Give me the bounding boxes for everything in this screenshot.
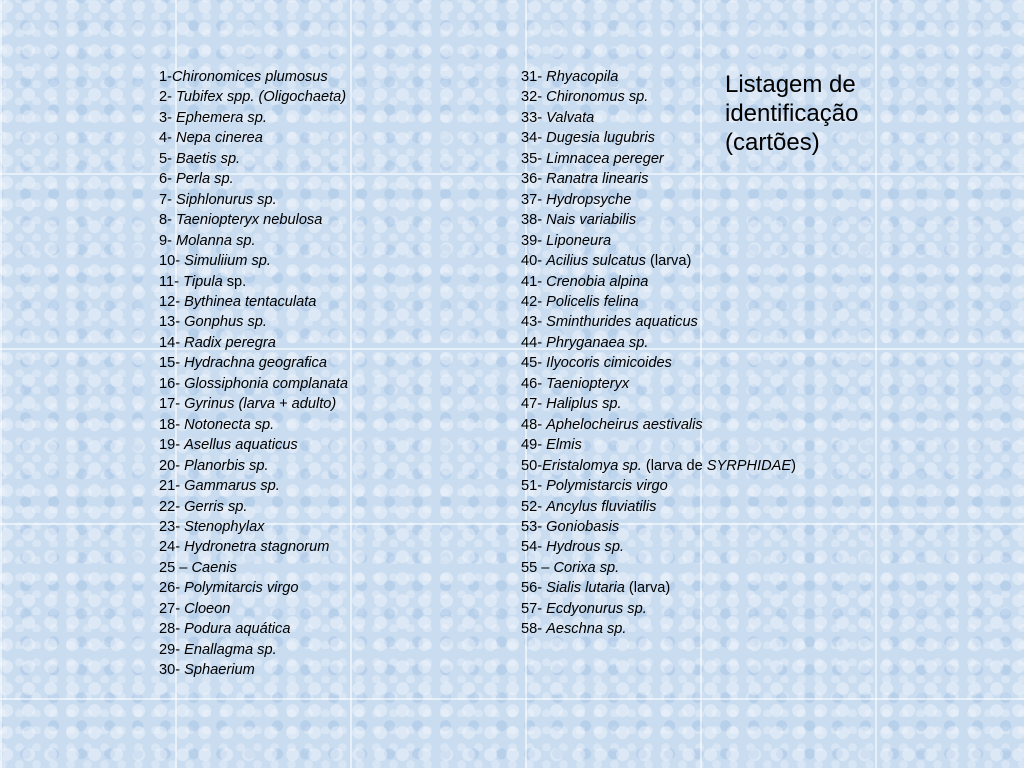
species-list-item <box>521 169 796 189</box>
item-number: 14- <box>159 334 185 351</box>
item-number: 28- <box>159 621 185 638</box>
title-line-3: (cartões) <box>725 129 820 156</box>
species-name: Valvata <box>546 109 595 126</box>
species-list-item <box>159 333 348 353</box>
species-list-item <box>521 435 796 455</box>
species-family: SYRPHIDAE <box>706 457 792 474</box>
item-number: 29- <box>159 641 185 658</box>
species-list-item <box>521 517 796 537</box>
item-number: 40- <box>521 253 547 270</box>
item-number: 38- <box>521 212 547 229</box>
species-list-item <box>159 272 348 292</box>
item-number: 35- <box>521 150 547 167</box>
item-number: 46- <box>521 375 547 392</box>
species-list-item <box>159 312 348 332</box>
species-list-item <box>159 599 348 619</box>
species-list-item <box>521 231 796 251</box>
species-name: Haliplus sp. <box>546 396 622 413</box>
item-note: (larva) <box>645 253 692 270</box>
species-list-item <box>521 558 796 578</box>
species-list-item <box>521 67 796 87</box>
item-number: 57- <box>521 600 547 617</box>
title-line-1: Listagem de <box>725 71 856 98</box>
species-name: Siphlonurus sp. <box>176 191 277 208</box>
species-name: Acilius sulcatus <box>546 253 646 270</box>
species-list-item <box>159 640 348 660</box>
species-name: Enallagma sp. <box>184 641 277 658</box>
species-name: Crenobia alpina <box>546 273 649 290</box>
species-list-item <box>521 272 796 292</box>
species-name: Nepa cinerea <box>176 130 263 147</box>
item-number: 25 – <box>159 559 192 576</box>
item-number: 9- <box>159 232 177 249</box>
species-name: Limnacea pereger <box>546 150 664 167</box>
species-list-item <box>159 169 348 189</box>
species-list-item <box>521 190 796 210</box>
species-name: Polymistarcis virgo <box>546 478 668 495</box>
species-name: Ranatra linearis <box>546 171 649 188</box>
species-list-item <box>521 374 796 394</box>
species-name: Phryganaea sp. <box>546 334 649 351</box>
species-list-item <box>521 537 796 557</box>
species-list-item <box>521 619 796 639</box>
species-list-item <box>521 149 796 169</box>
species-list-item <box>159 353 348 373</box>
item-number: 7- <box>159 191 177 208</box>
item-number: 1- <box>159 69 172 85</box>
species-name: Gerris sp. <box>184 498 248 515</box>
item-number: 2- <box>159 89 177 106</box>
species-list-item <box>521 312 796 332</box>
species-name: Policelis felina <box>546 293 639 310</box>
species-list-item <box>159 149 348 169</box>
species-name: Liponeura <box>546 232 612 249</box>
species-list-item <box>159 497 348 517</box>
item-number: 56- <box>521 580 547 597</box>
species-name: Sialis lutaria <box>546 580 625 597</box>
item-number: 49- <box>521 437 547 454</box>
species-list-item <box>159 456 348 476</box>
species-name: Glossiphonia complanata <box>184 375 349 392</box>
species-name: Sphaerium <box>184 662 255 679</box>
species-list-item <box>521 578 796 598</box>
item-number: 34- <box>521 130 547 147</box>
species-list-item <box>159 394 348 414</box>
species-name: Hydronetra stagnorum <box>184 539 330 556</box>
species-list-item <box>159 231 348 251</box>
species-list-item <box>521 497 796 517</box>
species-name: Podura aquática <box>184 621 291 638</box>
species-name: Ephemera sp. <box>176 109 267 126</box>
item-number: 10- <box>159 253 185 270</box>
species-name: Chironomus sp. <box>546 89 649 106</box>
item-number: 45- <box>521 355 547 372</box>
species-list-item <box>521 415 796 435</box>
item-number: 41- <box>521 273 547 290</box>
species-name: Baetis sp. <box>176 150 241 167</box>
item-number: 58- <box>521 621 547 638</box>
species-list-item <box>521 292 796 312</box>
species-name: Ecdyonurus sp. <box>546 600 647 617</box>
species-list-item <box>159 210 348 230</box>
species-name: Gyrinus (larva + adulto) <box>184 396 337 413</box>
item-number: 13- <box>159 314 185 331</box>
species-list-item <box>521 394 796 414</box>
species-list-item <box>159 87 348 107</box>
species-list-item <box>159 660 348 680</box>
species-name: Taeniopteryx <box>546 375 630 392</box>
species-name: Hydrous sp. <box>546 539 625 556</box>
species-list-item <box>159 578 348 598</box>
species-list-item <box>521 251 796 271</box>
item-number: 47- <box>521 396 547 413</box>
species-list-item <box>521 333 796 353</box>
species-name: Ilyocoris cimicoides <box>546 355 672 372</box>
species-list-item <box>159 67 348 87</box>
item-note: (larva de <box>641 457 707 474</box>
species-list-item <box>521 108 796 128</box>
item-number: 12- <box>159 293 185 310</box>
species-list-item <box>521 128 796 148</box>
item-number: 18- <box>159 416 185 433</box>
species-name: Corixa sp. <box>553 559 620 576</box>
species-name: Tubifex spp. (Oligochaeta) <box>176 89 347 106</box>
species-name: Eristalomya sp. <box>542 457 642 474</box>
species-name: Planorbis sp. <box>184 457 269 474</box>
species-list-item <box>521 599 796 619</box>
species-name: Radix peregra <box>184 334 276 351</box>
species-list-item <box>521 476 796 496</box>
item-number: 48- <box>521 416 547 433</box>
item-number: 20- <box>159 457 185 474</box>
item-number: 42- <box>521 293 547 310</box>
species-name: Molanna sp. <box>176 232 256 249</box>
item-number: 32- <box>521 89 547 106</box>
species-name: Gonphus sp. <box>184 314 267 331</box>
species-name: Tipula <box>183 273 223 290</box>
species-list-item <box>159 128 348 148</box>
species-list-item <box>159 251 348 271</box>
item-number: 6- <box>159 171 177 188</box>
species-list-item <box>521 87 796 107</box>
item-number: 23- <box>159 518 185 535</box>
item-number: 36- <box>521 171 547 188</box>
species-list-item <box>159 619 348 639</box>
species-name: Rhyacopila <box>546 69 619 85</box>
species-list-item <box>159 415 348 435</box>
species-list-item <box>159 558 348 578</box>
item-note-end: ) <box>791 457 796 474</box>
item-number: 5- <box>159 150 177 167</box>
item-number: 26- <box>159 580 185 597</box>
species-list-item <box>159 374 348 394</box>
species-name: Taeniopteryx nebulosa <box>176 212 323 229</box>
item-number: 50- <box>521 457 543 474</box>
species-list-item <box>159 108 348 128</box>
item-number: 52- <box>521 498 547 515</box>
item-number: 43- <box>521 314 547 331</box>
species-name: Goniobasis <box>546 518 620 535</box>
species-name: Sminthurides aquaticus <box>546 314 698 331</box>
species-name: Polymitarcis virgo <box>184 580 299 597</box>
species-list-item <box>521 210 796 230</box>
item-number: 54- <box>521 539 547 556</box>
item-number: 51- <box>521 478 547 495</box>
item-number: 30- <box>159 662 185 679</box>
item-number: 17- <box>159 396 185 413</box>
title-line-2: identificação <box>725 100 859 127</box>
item-number: 39- <box>521 232 547 249</box>
item-number: 33- <box>521 109 547 126</box>
species-name: Notonecta sp. <box>184 416 275 433</box>
species-name: Chironomices plumosus <box>171 69 328 85</box>
species-list-item <box>521 456 796 476</box>
item-number: 4- <box>159 130 177 147</box>
item-number: 11- <box>159 273 184 290</box>
species-name: Aeschna sp. <box>546 621 627 638</box>
item-number: 8- <box>159 212 177 229</box>
species-name: Caenis <box>191 559 237 576</box>
item-number: 15- <box>159 355 185 372</box>
species-name: Hydropsyche <box>546 191 632 208</box>
species-list-item <box>159 537 348 557</box>
item-number: 16- <box>159 375 185 392</box>
species-list-item <box>159 435 348 455</box>
species-list-item <box>159 292 348 312</box>
species-name: Gammarus sp. <box>184 478 280 495</box>
species-name: Nais variabilis <box>546 212 637 229</box>
species-list-item <box>159 190 348 210</box>
item-number: 31- <box>521 69 547 85</box>
item-number: 24- <box>159 539 185 556</box>
item-number: 55 – <box>521 559 554 576</box>
item-note: sp. <box>222 273 247 290</box>
species-name: Bythinea tentaculata <box>184 293 317 310</box>
item-number: 21- <box>159 478 185 495</box>
item-number: 22- <box>159 498 185 515</box>
species-name: Dugesia lugubris <box>546 130 655 147</box>
species-name: Stenophylax <box>184 518 265 535</box>
item-number: 37- <box>521 191 547 208</box>
species-name: Perla sp. <box>176 171 234 188</box>
species-name: Cloeon <box>184 600 231 617</box>
species-list-column-2 <box>521 67 796 640</box>
item-number: 3- <box>159 109 177 126</box>
item-number: 44- <box>521 334 547 351</box>
species-list-item <box>159 517 348 537</box>
species-list-item <box>521 353 796 373</box>
species-name: Asellus aquaticus <box>184 437 298 454</box>
species-list-column-1 <box>159 67 348 681</box>
species-name: Elmis <box>546 437 582 454</box>
species-name: Simuliium sp. <box>184 253 271 270</box>
item-note: (larva) <box>624 580 671 597</box>
species-name: Hydrachna geografica <box>184 355 327 372</box>
item-number: 53- <box>521 518 547 535</box>
item-number: 19- <box>159 437 185 454</box>
species-name: Ancylus fluviatilis <box>546 498 657 515</box>
species-name: Aphelocheirus aestivalis <box>546 416 703 433</box>
item-number: 27- <box>159 600 185 617</box>
species-list-item <box>159 476 348 496</box>
